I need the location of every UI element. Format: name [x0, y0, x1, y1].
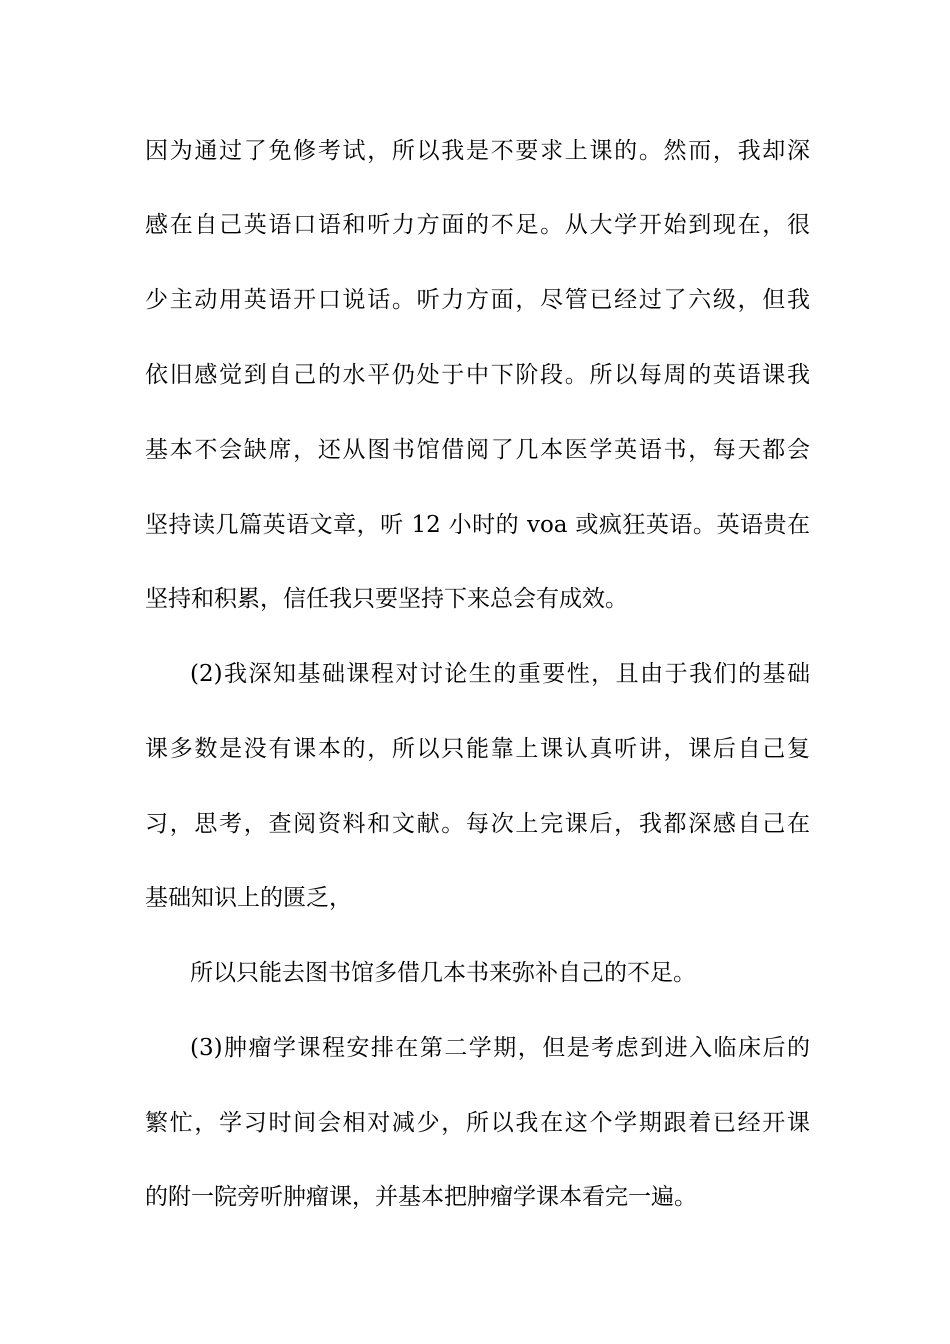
text-line: 少主动用英语开口说话。听力方面，尽管已经过了六级，但我 [145, 287, 810, 313]
text-line: 的附一院旁听肿瘤课，并基本把肿瘤学课本看完一遍。 [145, 1184, 697, 1210]
text-line: 基本不会缺席，还从图书馆借阅了几本医学英语书，每天都会 [145, 437, 810, 463]
text-line: 因为通过了免修考试，所以我是不要求上课的。然而，我却深 [145, 138, 810, 164]
text-line: 感在自己英语口语和听力方面的不足。从大学开始到现在，很 [145, 212, 810, 238]
text-line: 坚持和积累，信任我只要坚持下来总会有成效。 [145, 586, 628, 612]
paragraph-first-line: (3)肿瘤学课程安排在第二学期，但是考虑到进入临床后的 [190, 1035, 810, 1061]
text-line: 依旧感觉到自己的水平仍处于中下阶段。所以每周的英语课我 [145, 362, 810, 388]
text-line: 基础知识上的匮乏， [145, 885, 352, 911]
text-line: 坚持读几篇英语文章，听 12 小时的 voa 或疯狂英语。英语贵在 [145, 512, 810, 538]
paragraph-first-line: 所以只能去图书馆多借几本书来弥补自己的不足。 [190, 960, 696, 986]
text-line: 繁忙，学习时间会相对减少，所以我在这个学期跟着已经开课 [145, 1110, 810, 1136]
text-line: 课多数是没有课本的，所以只能靠上课认真听讲，课后自己复 [145, 736, 810, 762]
text-line: 习，思考，查阅资料和文献。每次上完课后，我都深感自己在 [145, 811, 810, 837]
paragraph-first-line: (2)我深知基础课程对讨论生的重要性，且由于我们的基础 [190, 661, 810, 687]
